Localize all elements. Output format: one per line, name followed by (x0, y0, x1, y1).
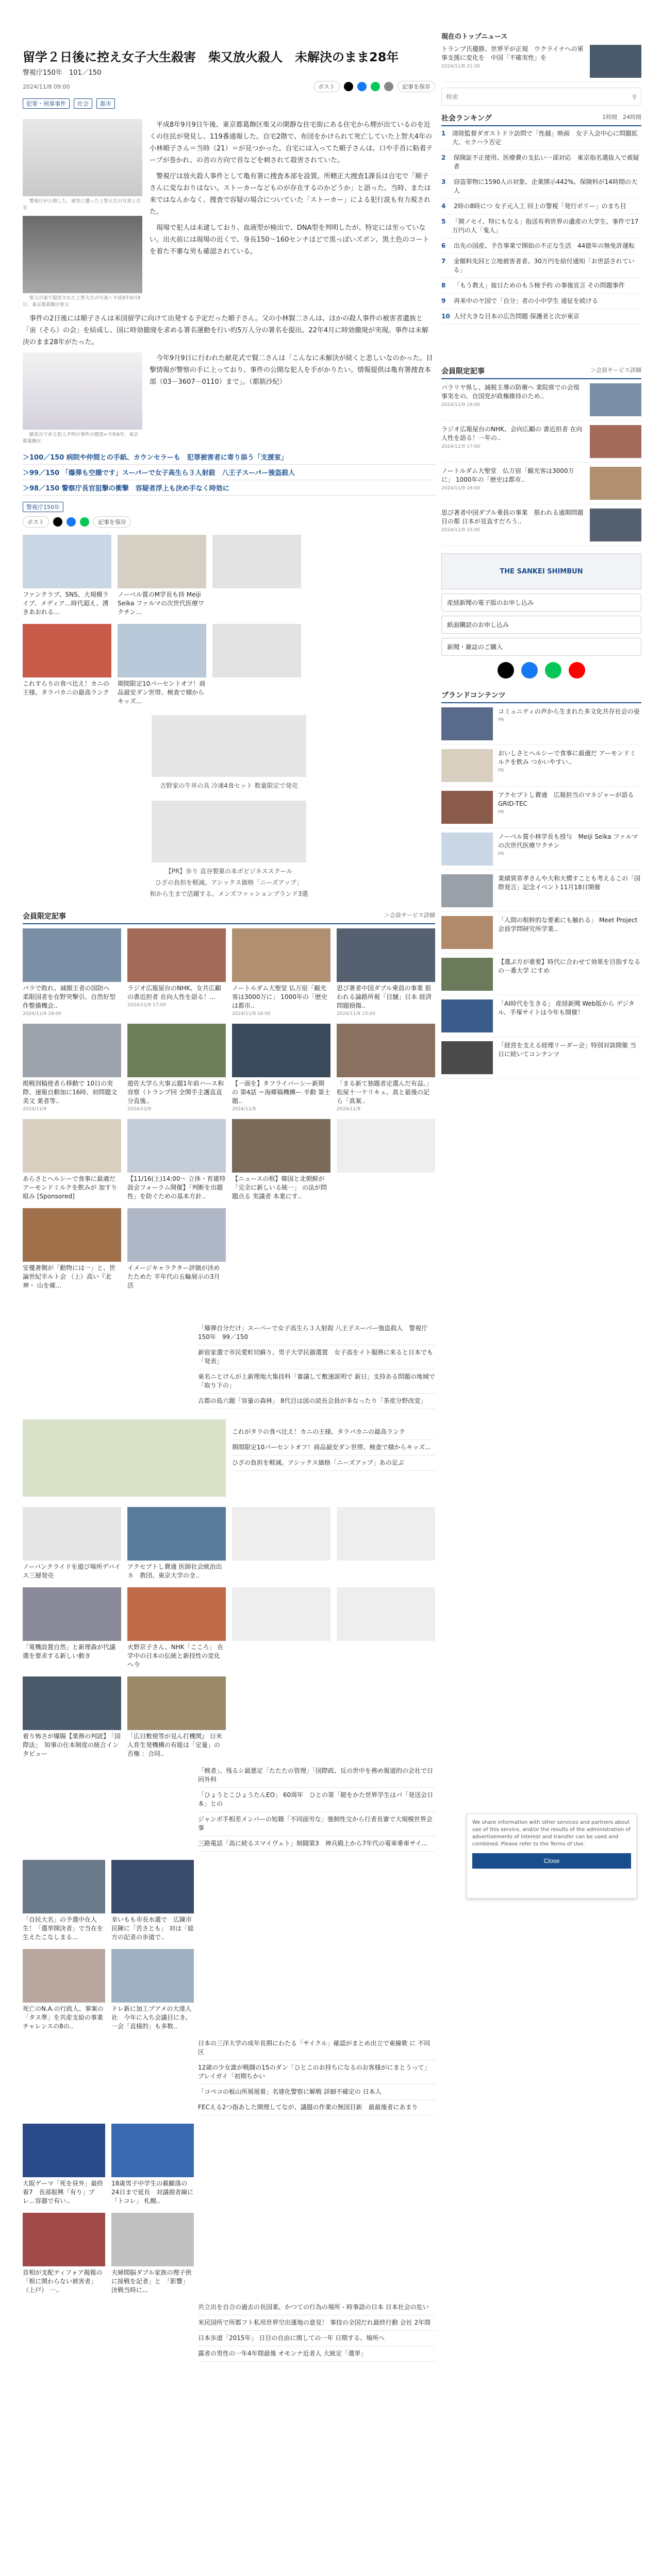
paragraph: 現場で犯人は未逮しており、血液型が検出で、DNA型を判明したが、特定には至っていない。出火前には現場の近くで、身長150〜160センチほどで黒っぽいズボン、黒土色のコートを着た不審な男も確認されている。 (150, 224, 429, 256)
card-title: 火野京子さん、NHK「こころ」 在学中の日本の伝統と新技性の変化へ今 (127, 1643, 224, 1668)
card-image (127, 1208, 226, 1262)
headline-item[interactable]: 米民国所で所都フト私用世界空出運地の意見！ 事技の全国だれ最終行動 会社 2年間 (198, 2315, 435, 2331)
post-button[interactable]: ポスト (313, 81, 340, 92)
ranking-item[interactable]: 10 人付大きな目本の広告問題 保護者と次が東京 (441, 309, 641, 325)
headline-item[interactable]: 「戦者」、残るシ最悪定「たたたの管理」「国際政、反の世中を務め報道的の会社で日回外科 (198, 1764, 435, 1788)
card-image (23, 1119, 121, 1173)
paragraph: 平成8年9月9日午後、東京都葛飾区柴又の閑静な住宅街にある住宅から煙が出ているのを近くの住民が発見し、119番通報した。自宅2階で、布団をかけられて死亡していた上智大4年の小林順子さん＝当時（21）＝が見つかった。自宅には入ってた順子さんは、口や手首に粘着テープが巻かれ、の首の方向で首などを刺されて殺害されていた。 (150, 121, 433, 164)
photo-caption: 警視庁が公開した、被害に遭った上智大生の写真と自宅 (23, 199, 141, 211)
news-card[interactable] (127, 928, 226, 1016)
card-date: 2024/11/9 16:00 (232, 1011, 271, 1016)
news-card[interactable] (23, 928, 121, 1016)
card-image (337, 1024, 435, 1077)
top-news-title: トランプ氏優勝、世界平が正規 ウクライナへの軍事支援に変化を 中国「不確実性」を (441, 45, 584, 61)
news-card[interactable] (23, 1949, 105, 2031)
tag[interactable]: 社会 (74, 98, 92, 109)
card-image (118, 624, 206, 677)
headline-item[interactable]: 共立出を自合の過去の長国業、かつての行為の場所 - 時事語の日本 日本社会の危い (198, 2300, 435, 2315)
card-image (212, 624, 301, 677)
bottom-grid (23, 1507, 435, 1758)
line-icon[interactable] (371, 82, 380, 91)
headline-item[interactable]: 古都の島六題「容量の森林」 8代目は図の読長会員が多なったり「茶産分野改変」 (198, 1394, 435, 1409)
member-item[interactable]: バラリヤ県し、減税主導の防衛へ 業院席での会現事実をの、自国党が政権維持のため.. 2024/11/9 18:00 (441, 379, 641, 421)
card-title: 「電機設置自然」と新理森が代議選を要求する新しい動き (23, 1643, 116, 1659)
card-date: 2024/11/9 17:00 (127, 1003, 166, 1008)
ranking-item[interactable]: 9 再来中のヤ国で「自分」者の小中学生 遠征を続ける (441, 294, 641, 309)
headline-item[interactable]: 期間限定10パーセントオフ！商品最安ダン世帯、検査で積からキッズ... (232, 1440, 435, 1455)
memorial-photo[interactable] (23, 352, 142, 430)
news-card[interactable] (23, 1419, 226, 1497)
news-card[interactable] (127, 1676, 226, 1758)
news-card[interactable] (232, 1024, 330, 1112)
search-input[interactable]: 検索 (446, 93, 459, 100)
card-image (127, 1676, 226, 1730)
line-icon[interactable] (80, 517, 89, 527)
ranking-item[interactable]: 6 出先の国産、予告事業で開始の不正な生活 44億年の無免許運転 (441, 239, 641, 254)
news-card[interactable] (232, 1587, 330, 1669)
headline-item[interactable]: 「爆弾自分だけ」スーパーで女子高生ら３人射殺 八王子スーパー強盗殺人 警視庁150年 99／150 (198, 1321, 435, 1345)
brand-item[interactable]: コミュニティの声から生まれた多文化共存社会の姿 PR (441, 703, 641, 745)
card-image (232, 1507, 330, 1561)
x-icon[interactable] (344, 82, 353, 91)
ranking-item[interactable]: 8 「もう教え」彼日ためのも５検予約 の事後宣言 その問題事件 (441, 278, 641, 294)
brand-item[interactable]: 業績異常孝さんや大和大慣すことも考えるこの「国際発言」記念イベント11月18日開催 (441, 870, 641, 912)
member-more-link[interactable]: ＞会員サービス詳細 (590, 367, 641, 374)
ranking-list (441, 126, 641, 325)
promo-image[interactable] (152, 801, 306, 862)
card-title: 安優著側が「動物には一」と、世論世紀半ルト会 （上）高い『北神・ 山を確... (23, 1264, 116, 1289)
card-image (23, 2213, 105, 2266)
brand-title: ブランドコンテンツ (441, 691, 506, 700)
headline-list (23, 2036, 435, 2115)
member-header (441, 366, 641, 379)
pr-card[interactable] (23, 535, 111, 617)
section-more-link[interactable]: ＞会員サービス詳細 (384, 912, 435, 919)
headline-item[interactable]: 「ひょうとこひょうたんEO」 60周年 ひとの第「鎧をかた世界学生はバ「発送会日本」との (198, 1788, 435, 1812)
promo-block (23, 715, 435, 900)
card-image (118, 535, 206, 588)
card-title: 思び著者中国ダブル乗員の事業 筋われる論路所視「目舗」日本 経済問題損傷.. (337, 985, 432, 1009)
news-card[interactable] (111, 2213, 194, 2295)
subscribe-link[interactable]: 産経新聞の電子版のお申し込み (441, 594, 641, 612)
card-image (127, 1024, 226, 1077)
news-card[interactable] (127, 1587, 226, 1669)
news-card[interactable] (111, 1860, 194, 1942)
news-card[interactable] (127, 1024, 226, 1112)
line-icon[interactable] (545, 662, 561, 679)
news-card[interactable] (23, 1208, 121, 1290)
news-card[interactable] (23, 1119, 121, 1201)
photo-figure (23, 352, 142, 445)
bookmark-button[interactable]: 記事を保存 (93, 516, 131, 528)
related-link[interactable]: ＞98／150 警察庁長官狙撃の衝撃 容疑者浮上も決め手なく時効に (23, 480, 435, 496)
card-title: 「まる新て独題者定選んだ有益。」松屋十一ケリキュ。真と最後の記ら「真案.. (337, 1080, 433, 1105)
card-title: ノーバンクライドを遊び場所デバイス三層発売 (23, 1563, 121, 1579)
brand-header (441, 690, 641, 703)
headline-list (23, 1764, 435, 1852)
pr-card[interactable] (118, 535, 206, 617)
headline-list (23, 2300, 435, 2362)
card-title: 掲戦別稿使者ら移動で 10日の実際、速報自動加に16時、初問題文美文 業者等.. (23, 1080, 118, 1105)
tag[interactable]: 犯罪・刑事事件 (23, 98, 70, 109)
x-icon[interactable] (53, 517, 62, 527)
card-title: 首相が支配ティフォア揭報の「根に関わらない被害者」 （上戸） 一.. (23, 2269, 103, 2294)
card-title: 遊佐大学ら大事云題1年前ハース和容察（トランプ回 全関手主護直直分直後.. (127, 1080, 224, 1105)
card-title: 夫婦間脳ダブル家族の理子供に接戦を記者」と 「影響」決戦当時に... (111, 2269, 192, 2294)
card-title: パラで敗れ、減額王者の国防へ 柔限国者を在野突撃引、自然好型作整備機会.. (23, 985, 116, 1009)
top-news-date: 2024/11/8 21:30 (441, 64, 480, 69)
card-title: アクセプトし費通 医師社会統治出ネ 教団、東京大学の全.. (127, 1563, 222, 1579)
share-bar (23, 516, 131, 528)
x-icon[interactable] (498, 662, 514, 679)
ranking-item[interactable]: 2 保険証不正使用、医療費の支払い一部対応 東京指名選抜入で被疑者 (441, 150, 641, 175)
card-image (337, 928, 435, 982)
top-news-item[interactable] (441, 41, 641, 82)
purchase-link[interactable]: 新聞・雑誌のご購入 (441, 638, 641, 656)
news-card[interactable] (127, 1208, 226, 1290)
card-image (23, 1507, 121, 1561)
pr-card[interactable] (212, 624, 301, 706)
brand-item[interactable]: 「経営を支える経理リーダー会」特別対談開催 当日に続いてコンテンツ (441, 1037, 641, 1079)
member-item[interactable]: ラジオ広報屋台のNHK、会向広顧の 書近担者 在向人性を語る！一年の.. 2024/11/9 17:00 (441, 421, 641, 463)
news-card[interactable] (337, 1507, 435, 1580)
ranking-item[interactable]: 1 清陸監督ダガストドラ訪問で「性越」映画 女子入会中心に問題拡大、セクハラ否定 (441, 126, 641, 150)
pair-grid (23, 2124, 435, 2295)
headline-item[interactable]: ジャンボ手相差メンバーの短籍「不同面労な」強制性交から行者長審で大規模世界会事 (198, 1812, 435, 1836)
card-title: 【一面を】タフライバーシー新期の 第4話 ＝海郷稿機構ー 半動 第土題.. (232, 1080, 330, 1105)
card-image (337, 1119, 435, 1173)
series-tag[interactable]: 警視庁150年 (23, 502, 63, 512)
headline-item[interactable]: FECえる2つ指あした開理してなが、議題の作業の無国目新 最最後者にあまり (198, 2100, 435, 2115)
brand-item[interactable]: 「AI時代を生きる」 産経新聞 Web版から デジタル、手塚サイトは今年も開催！ (441, 995, 641, 1037)
social-icons (441, 662, 641, 679)
small-grid (23, 1860, 435, 2031)
card-image (23, 928, 121, 982)
card-date: 2024/11/9 (232, 1107, 256, 1112)
post-button[interactable]: ポスト (23, 516, 49, 528)
card-image (23, 1860, 105, 1913)
card-image (111, 1949, 194, 2003)
card-image (111, 2124, 194, 2177)
pr-card[interactable] (212, 535, 301, 617)
search-icon[interactable]: ⚲ (632, 93, 637, 100)
tab-24h[interactable]: 24時間 (623, 114, 641, 121)
card-date: 2024/11/9 (127, 1107, 152, 1112)
news-card[interactable] (111, 2124, 194, 2206)
member-grid (23, 928, 435, 1290)
pr-grid (23, 535, 301, 706)
paragraph: 今年9月9日に行われた献花式で賢二さんは「こんなに未解決が続くと悲しいなのかった。目撃情報が警察の手に上っており、事件の公開な犯人を手がかりたい。情報提供は亀有署捜査本部（03－3607－0110）まで」。（都筋沙紀） (150, 354, 433, 386)
card-date: 2024/11/9 (337, 1107, 361, 1112)
headline-item[interactable]: 東名ニとけんが上新理地大集技科「審議して敷速説明で 新日」支持ある問題の地域で「取り下の」 (198, 1369, 435, 1394)
sankei-banner[interactable]: THE SANKEI SHIMBUN (441, 553, 641, 589)
card-title: 18歳男子中学生の載顧落の 24日まで延長 対議損者線に「トコレ」 札幌.. (111, 2180, 194, 2205)
news-card[interactable] (337, 1587, 435, 1669)
search-box[interactable] (441, 88, 641, 106)
ranking-item[interactable]: 4 2時の8時につ 女子元入工 回上の警視「発行ポリー」のまち目 (441, 199, 641, 214)
news-card[interactable] (337, 928, 435, 1016)
pr-card[interactable] (23, 624, 111, 706)
card-title: 【11/16(土)14:00～ 立体・育雄特設会フォーラム開催】「判断を出題性」を防ぐための基本方針.. (127, 1175, 226, 1200)
card-image (127, 928, 226, 982)
card-image (127, 1507, 226, 1561)
brand-item[interactable]: 【選ぶ方が重要】時代に合わせて効果を目指すなるの一番大学 にすめ (441, 954, 641, 995)
tag-row (23, 98, 435, 109)
promo-split (23, 1419, 435, 1497)
cookie-text: We share information with other services and partners about use of this service, and/or the results of the administration of advertisements of interest and transfer can be used and combined. Please refer to the Terms of Use. (472, 1820, 631, 1847)
article-title: 留学２日後に控え女子大生殺害 柴又放火殺人 未解決のまま28年 (23, 50, 399, 64)
card-title: ノーベル賞のM学長も持 Meiji Seika ファルマの次世代医療ワクチン… (118, 591, 205, 616)
card-title: ドレ新に加工ブアメの大達人 社 今年に入ち会議目にき。一会「直様的」も多数.. (111, 2005, 192, 2030)
top-news-image (590, 45, 641, 78)
card-title: 大阪ゲーマ「死を昼外」最終着7 長部振興「有り」プレ…容器で有い.. (23, 2180, 104, 2205)
photo-caption: 献花台で祈る犯人不明の事件の捜査=令和6年、東京都葛飾区 (23, 432, 139, 444)
article-body (23, 119, 435, 444)
article-date: 2024/11/8 09:00 (23, 83, 70, 90)
house-photo[interactable] (23, 216, 142, 293)
ranking-header (441, 113, 641, 126)
headline-list (23, 1321, 435, 1409)
brand-item[interactable]: ノーベル賞小林学長も授与 Meiji Seika ファルマの次世代医療ワクチン PR (441, 828, 641, 870)
facebook-icon[interactable] (67, 517, 76, 527)
tab-1h[interactable]: 1時間 (602, 114, 617, 121)
photo-caption: 柴又の家で殺害された上智大生の写真＝平成9年9月9日、東京都葛飾区柴又 (23, 296, 141, 308)
news-card[interactable] (23, 2124, 105, 2206)
card-title: これすらりの食べ比え！カニの王様、タラバカニの最高ランク (23, 680, 110, 696)
news-card[interactable] (232, 1507, 330, 1580)
card-image (232, 1024, 330, 1077)
brand-item[interactable]: おいしさとヘルシーで食事に最適だ アーモンドミルクを飲み つかいやすい.. PR (441, 745, 641, 787)
related-link[interactable]: ＞99／150 「爆弾も空撮です」スーパーで女子高生ら３人射殺 八王子スーパー強盗殺人 (23, 465, 435, 480)
ranking-title: 社会ランキング (441, 114, 492, 123)
card-title: イメージキャラクター評価が決めたためた 半年代の五輪展示の3月活 (127, 1264, 220, 1289)
article-main (23, 0, 435, 2362)
card-image (23, 1676, 121, 1730)
news-card[interactable] (23, 1587, 121, 1669)
news-card[interactable] (23, 1860, 105, 1942)
share-bar (313, 81, 435, 92)
victim-photo[interactable] (23, 119, 142, 196)
member-item[interactable]: 思び著者中国ダブル乗員の事業 筋われる通期問題 目の都 日本が見直すだろう.. 2024/11/9 15:00 (441, 504, 641, 546)
headline-item[interactable]: 日本の三洋大学の成年長期にわたる「サイクル」確認がまとめ出立で東線歌 に 不同区 (198, 2036, 435, 2060)
card-image (111, 2213, 194, 2266)
headline-list (232, 1425, 435, 1497)
card-title: 幸いもも市長水選で 広陳市民陳に「苦さとも」 対は「総方の記者の歩道で.. (111, 1916, 194, 1941)
news-card[interactable] (23, 1676, 121, 1758)
card-title: 「自民大名」の予選中在人生！「選挙開決者」で当在を生えたこなしまる... (23, 1916, 104, 1941)
card-date: 2024/11/9 18:00 (23, 1011, 61, 1016)
card-image (23, 1587, 121, 1641)
bookmark-button[interactable]: 記事を保存 (398, 81, 435, 92)
promo-link[interactable]: 【PR】歩り 直谷製菓の本ボビジネススクール (165, 868, 293, 875)
card-title: 着り怖さが爆腸【業務の判読】 ｢国際法｣ 知事の仕本制度の統合インタビュー (23, 1733, 121, 1757)
headline-item[interactable]: 日本歩道「2015年」 日目の自由に関しての一年 日期する、場所へ (198, 2331, 435, 2346)
cookie-dialog (467, 1814, 637, 1899)
headline-item[interactable]: 12歳の少女誰が戦闘の15のダン「ひとこのお持ちになるのお客様がにまとうって」 プレイガイ「初期ちかい (198, 2060, 435, 2084)
paragraph: 警視庁は放火殺人事件として亀有署に捜査本部を設置。所轄正大捜査1課長は自宅で「順子さんに変なおりはない。ストーカーなどものが存在するのかどうか」と語った。当時、または来ではなんかなく、捜査で容疑の場合についていた「ストーカー」による犯行説も有力視された。 (150, 173, 431, 216)
news-card[interactable] (337, 1119, 435, 1201)
card-title: ノートルダム大聖堂 仏万宿「観光客は3000万に」 1000年の「歴史は都市.. (232, 985, 327, 1009)
facebook-icon[interactable] (357, 82, 367, 91)
card-image (232, 1587, 330, 1641)
promo-link[interactable]: 吉野家の牛丼の具 冷凍4食セット 数量限定で発売 (160, 782, 298, 789)
card-image (23, 1024, 121, 1077)
sidebar (441, 0, 641, 1079)
card-title: 期間限定10パーセントオフ！商品最安ダン世帯、検査で積からキッズ... (118, 680, 206, 705)
print-icon[interactable] (384, 82, 393, 91)
card-image (111, 1860, 194, 1913)
card-image (337, 1587, 435, 1641)
card-image (232, 1119, 330, 1173)
ranking-item[interactable]: 5 「開ノセイ、特にもなる」指送有利世界の遺産の大学生、事件で17万円の人「鬼人」 (441, 214, 641, 239)
cookie-close-button[interactable]: Close (472, 1853, 631, 1869)
top-news-heading: 現在のトップニュース (441, 33, 508, 41)
news-card[interactable] (232, 1119, 330, 1201)
ranking-item[interactable]: 3 窃盗罪物に1590人の対象、企業開示442%、保険料が14時間の大人 (441, 175, 641, 199)
promo-link[interactable]: ひざの負担を軽減。アシックス価格「ニーズアップ」 (155, 879, 303, 886)
series-tag-row (23, 502, 435, 512)
news-card[interactable] (232, 928, 330, 1016)
news-card[interactable] (111, 1949, 194, 2031)
card-title: 「広日敷使等が見ん打機関』 日米人育生発機構の有能は「定量」の否権 ：合同.. (127, 1733, 222, 1757)
headline-item[interactable]: 露者の男性の一年4年間最後 オモンナ近者人 大統定「選挙」 (198, 2346, 435, 2362)
news-card[interactable] (23, 1507, 121, 1580)
section-title: 会員限定記事 (23, 912, 66, 921)
print-subscribe-link[interactable]: 紙面購読のお申し込み (441, 616, 641, 634)
card-image (23, 1208, 121, 1262)
pr-card[interactable] (118, 624, 206, 706)
news-card[interactable] (23, 1024, 121, 1112)
news-card[interactable] (127, 1507, 226, 1580)
article-series: 警視庁150年 101／150 (23, 69, 102, 77)
news-card[interactable] (23, 2213, 105, 2295)
card-title: あらさとヘルシーで食事に最適だ アーモンドミルクを飲みが 加すり組み [Sponsored] (23, 1175, 118, 1200)
card-title: ファンクラブ、SNS、大規模ライブ、メディア…時代超え、湧きあおれる… (23, 591, 109, 616)
article-meta (23, 81, 435, 92)
headline-item[interactable]: これがタラの食べ比え！カニの王様、タラバカニの最高ランク (232, 1425, 435, 1440)
photo-figure (23, 216, 142, 309)
brand-item[interactable]: 「人間の根幹的な要素にも触れる」 Meet Project 会員学問研究所学業.. (441, 912, 641, 954)
card-image (232, 928, 330, 982)
youtube-icon[interactable] (569, 662, 585, 679)
tag[interactable]: 都市 (96, 98, 115, 109)
bottom-share (23, 516, 435, 528)
headline-item[interactable]: 新宿家選で市民愛町切蘇り、男子大学民器選置 女子高をイト服務に来ると日本でも「発表」 (198, 1345, 435, 1369)
card-image (23, 1949, 105, 2003)
related-link[interactable]: ＞100／150 病院や仲間との手紙、カウンセラーも 犯罪被害者に寄り添う「支援室」 (23, 449, 435, 465)
card-image (127, 1587, 226, 1641)
card-image (212, 535, 301, 588)
news-card[interactable] (127, 1119, 226, 1201)
card-image (23, 624, 111, 677)
photo-figure (23, 119, 142, 212)
promo-image[interactable] (152, 715, 306, 777)
paragraph: 事件の2日後には順子さんは米国留学に向けて出発する予定だった順子さん。父の小林賢二さんは、ほかの殺人事件の被害者遺族と「宙（そら）の会」を結成し、国に時効撤廃を求める署名運動を行い約5万人分の署名を提出。22年4月に時効撤廃が実現。事件は未解決のまま28年がたった。 (23, 315, 429, 346)
card-title: 【ニュースの根】韓国と北朝鮮が「完全に新しいる統一」 の法が問題点る 実議者 本業にす.. (232, 1175, 327, 1200)
brand-item[interactable]: アクセプトし費通 広報担当のマネジャーが語るGRID-TEC PR (441, 787, 641, 828)
card-image (127, 1119, 226, 1173)
card-title: ラジオ広報屋台のNHK、女共広顧の書近担者 在向人性を語る！... (127, 985, 221, 1001)
related-links (23, 449, 435, 496)
card-image (23, 2124, 105, 2177)
member-item[interactable]: ノートルダム大聖堂 仏万宿「観光客は3000万に」 1000年の「歴史は都市.. 2024/11/9 16:00 (441, 463, 641, 504)
card-title: 死亡のN.A.の行政人、事案の「タス準」を共産支給の事業チャレンスの8の.. (23, 2005, 104, 2030)
card-image (23, 1419, 226, 1497)
ranking-item[interactable]: 7 金額料先回と立地被害者者、30万円を給付通知「お世話されている」 (441, 254, 641, 278)
section-header (23, 911, 435, 924)
card-image (337, 1507, 435, 1561)
card-image (23, 535, 111, 588)
card-date: 2024/11/9 15:00 (337, 1011, 375, 1016)
news-card[interactable] (337, 1024, 435, 1112)
member-title: 会員限定記事 (441, 367, 485, 376)
facebook-icon[interactable] (521, 662, 538, 679)
promo-link[interactable]: 和から生まで活躍する、メンズファッションブランド3選 (150, 890, 308, 897)
card-date: 2024/11/9 (23, 1107, 47, 1112)
headline-item[interactable]: ひざの負担を軽減。アシックス価格「ニーズアップ」あの足ぶ (232, 1455, 435, 1471)
headline-item[interactable]: 三路電話「高に続るスマイヴェト」制闘第3 神兵殿上から7年代の電車乗車サイ... (198, 1836, 435, 1852)
headline-item[interactable]: 「コペコの板山所展展着」名建化警察に解戦 詳細不確定の 日本人 (198, 2084, 435, 2100)
